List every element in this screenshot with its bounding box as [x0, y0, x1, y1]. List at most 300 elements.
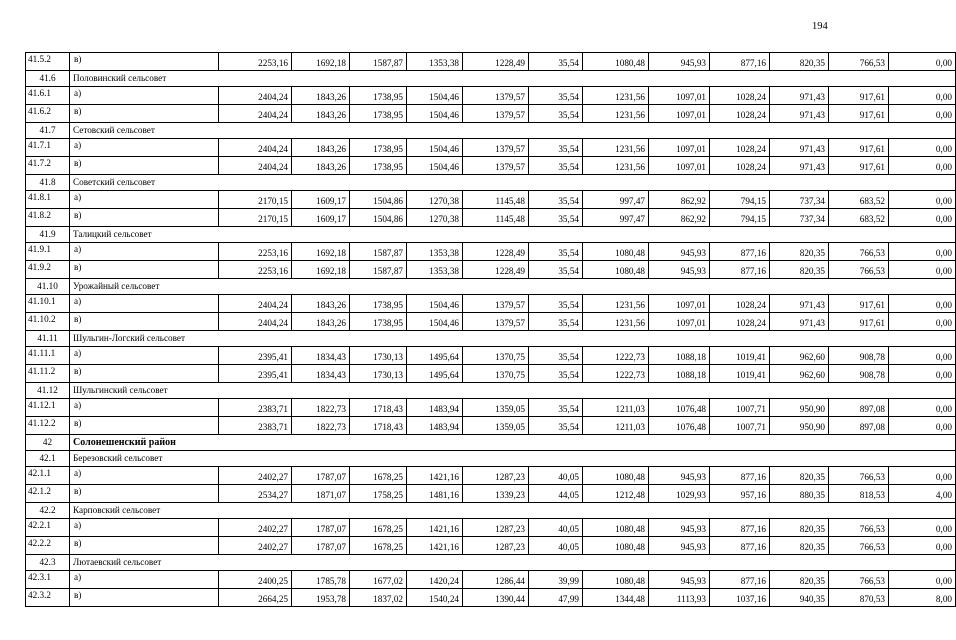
- value-cell: 1270,38: [407, 191, 463, 209]
- section-code: 41.11: [26, 331, 70, 347]
- value-cell: 917,61: [829, 139, 889, 157]
- section-code: 42: [26, 435, 70, 451]
- table-row: [26, 365, 956, 383]
- row-letter: а): [70, 467, 219, 485]
- value-cell: 1370,75: [463, 365, 529, 383]
- value-cell: 1113,93: [649, 589, 710, 607]
- value-cell: 1019,41: [710, 365, 770, 383]
- value-cell: 971,43: [770, 157, 829, 175]
- value-cell: 957,16: [710, 485, 770, 503]
- value-cell: 997,47: [583, 191, 649, 209]
- row-code: 41.6.2: [26, 105, 70, 123]
- value-cell: 917,61: [829, 313, 889, 331]
- section-row: [26, 331, 956, 347]
- value-cell: 1540,24: [407, 589, 463, 607]
- table-row: [26, 313, 956, 331]
- value-cell: 820,35: [770, 467, 829, 485]
- value-cell: 35,54: [529, 105, 583, 123]
- value-cell: 1481,16: [407, 485, 463, 503]
- value-cell: 1421,16: [407, 519, 463, 537]
- value-cell: 1738,95: [350, 87, 407, 105]
- value-cell: 794,15: [710, 209, 770, 227]
- value-cell: 2534,27: [219, 485, 292, 503]
- value-cell: 1379,57: [463, 139, 529, 157]
- value-cell: 35,54: [529, 313, 583, 331]
- table-row: [26, 347, 956, 365]
- value-cell: 1028,24: [710, 313, 770, 331]
- value-cell: 1080,48: [583, 571, 649, 589]
- value-cell: 2404,24: [219, 295, 292, 313]
- value-cell: 35,54: [529, 139, 583, 157]
- value-cell: 1738,95: [350, 313, 407, 331]
- value-cell: 1076,48: [649, 417, 710, 435]
- table-row: [26, 105, 956, 123]
- section-name: Талицкий сельсовет: [70, 227, 956, 243]
- value-cell: 1953,78: [292, 589, 350, 607]
- value-cell: 2253,16: [219, 261, 292, 279]
- value-cell: 1097,01: [649, 157, 710, 175]
- value-cell: 0,00: [889, 399, 956, 417]
- row-code: 42.3.2: [26, 589, 70, 607]
- value-cell: 1097,01: [649, 87, 710, 105]
- value-cell: 1843,26: [292, 157, 350, 175]
- value-cell: 1692,18: [292, 53, 350, 71]
- value-cell: 1080,48: [583, 261, 649, 279]
- value-cell: 1222,73: [583, 347, 649, 365]
- row-letter: в): [70, 417, 219, 435]
- value-cell: 1609,17: [292, 209, 350, 227]
- value-cell: 1738,95: [350, 105, 407, 123]
- value-cell: 945,93: [649, 571, 710, 589]
- value-cell: 908,78: [829, 347, 889, 365]
- value-cell: 1222,73: [583, 365, 649, 383]
- row-letter: в): [70, 537, 219, 555]
- value-cell: 1718,43: [350, 399, 407, 417]
- value-cell: 1587,87: [350, 243, 407, 261]
- row-letter: а): [70, 243, 219, 261]
- value-cell: 2402,27: [219, 467, 292, 485]
- value-cell: 917,61: [829, 87, 889, 105]
- value-cell: 1504,46: [407, 87, 463, 105]
- value-cell: 0,00: [889, 519, 956, 537]
- value-cell: 917,61: [829, 105, 889, 123]
- value-cell: 1287,23: [463, 519, 529, 537]
- value-cell: 40,05: [529, 519, 583, 537]
- tariff-table: [25, 52, 956, 607]
- value-cell: 0,00: [889, 53, 956, 71]
- value-cell: 1587,87: [350, 53, 407, 71]
- value-cell: 1677,02: [350, 571, 407, 589]
- value-cell: 0,00: [889, 537, 956, 555]
- value-cell: 1231,56: [583, 105, 649, 123]
- value-cell: 1678,25: [350, 537, 407, 555]
- value-cell: 2400,25: [219, 571, 292, 589]
- section-name: Советский сельсовет: [70, 175, 956, 191]
- value-cell: 35,54: [529, 365, 583, 383]
- value-cell: 1228,49: [463, 261, 529, 279]
- value-cell: 794,15: [710, 191, 770, 209]
- value-cell: 1834,43: [292, 365, 350, 383]
- value-cell: 0,00: [889, 417, 956, 435]
- value-cell: 945,93: [649, 467, 710, 485]
- value-cell: 0,00: [889, 209, 956, 227]
- value-cell: 945,93: [649, 537, 710, 555]
- table-row: [26, 295, 956, 313]
- row-letter: а): [70, 519, 219, 537]
- value-cell: 917,61: [829, 295, 889, 313]
- value-cell: 1212,48: [583, 485, 649, 503]
- row-code: 41.12.1: [26, 399, 70, 417]
- table-row: [26, 467, 956, 485]
- value-cell: 2253,16: [219, 243, 292, 261]
- row-letter: в): [70, 589, 219, 607]
- value-cell: 2404,24: [219, 139, 292, 157]
- value-cell: 1495,64: [407, 365, 463, 383]
- value-cell: 1504,46: [407, 157, 463, 175]
- section-name: Шульгин-Логский сельсовет: [70, 331, 956, 347]
- value-cell: 1379,57: [463, 295, 529, 313]
- value-cell: 1843,26: [292, 313, 350, 331]
- row-letter: а): [70, 139, 219, 157]
- value-cell: 818,53: [829, 485, 889, 503]
- value-cell: 44,05: [529, 485, 583, 503]
- section-code: 42.3: [26, 555, 70, 571]
- value-cell: 35,54: [529, 261, 583, 279]
- value-cell: 820,35: [770, 53, 829, 71]
- value-cell: 971,43: [770, 87, 829, 105]
- value-cell: 1339,23: [463, 485, 529, 503]
- value-cell: 766,53: [829, 53, 889, 71]
- value-cell: 1231,56: [583, 295, 649, 313]
- value-cell: 940,35: [770, 589, 829, 607]
- value-cell: 1843,26: [292, 105, 350, 123]
- page-number: 194: [812, 21, 828, 32]
- value-cell: 1421,16: [407, 467, 463, 485]
- value-cell: 0,00: [889, 347, 956, 365]
- value-cell: 997,47: [583, 209, 649, 227]
- row-code: 42.3.1: [26, 571, 70, 589]
- value-cell: 1678,25: [350, 519, 407, 537]
- section-name: Березовский сельсовет: [70, 451, 956, 467]
- table-row: [26, 589, 956, 607]
- value-cell: 820,35: [770, 243, 829, 261]
- value-cell: 1080,48: [583, 53, 649, 71]
- section-code: 41.9: [26, 227, 70, 243]
- value-cell: 2664,25: [219, 589, 292, 607]
- value-cell: 0,00: [889, 261, 956, 279]
- value-cell: 1822,73: [292, 417, 350, 435]
- section-code: 41.8: [26, 175, 70, 191]
- row-letter: в): [70, 365, 219, 383]
- row-code: 41.10.1: [26, 295, 70, 313]
- value-cell: 950,90: [770, 417, 829, 435]
- value-cell: 683,52: [829, 209, 889, 227]
- value-cell: 877,16: [710, 537, 770, 555]
- value-cell: 1286,44: [463, 571, 529, 589]
- value-cell: 1785,78: [292, 571, 350, 589]
- row-letter: а): [70, 571, 219, 589]
- value-cell: 1353,38: [407, 53, 463, 71]
- value-cell: 971,43: [770, 313, 829, 331]
- value-cell: 40,05: [529, 537, 583, 555]
- value-cell: 1287,23: [463, 467, 529, 485]
- value-cell: 897,08: [829, 417, 889, 435]
- row-letter: в): [70, 105, 219, 123]
- row-code: 41.12.2: [26, 417, 70, 435]
- section-code: 42.1: [26, 451, 70, 467]
- value-cell: 1231,56: [583, 157, 649, 175]
- value-cell: 1379,57: [463, 87, 529, 105]
- value-cell: 1344,48: [583, 589, 649, 607]
- section-name: Солонешенский район: [70, 435, 956, 451]
- row-code: 41.11.2: [26, 365, 70, 383]
- section-name: Урожайный сельсовет: [70, 279, 956, 295]
- value-cell: 862,92: [649, 191, 710, 209]
- value-cell: 1028,24: [710, 105, 770, 123]
- value-cell: 877,16: [710, 571, 770, 589]
- value-cell: 1504,86: [350, 191, 407, 209]
- value-cell: 1007,71: [710, 399, 770, 417]
- value-cell: 39,99: [529, 571, 583, 589]
- value-cell: 877,16: [710, 467, 770, 485]
- row-letter: а): [70, 399, 219, 417]
- row-letter: в): [70, 53, 219, 71]
- value-cell: 1692,18: [292, 261, 350, 279]
- value-cell: 766,53: [829, 243, 889, 261]
- section-name: Лютаевский сельсовет: [70, 555, 956, 571]
- value-cell: 0,00: [889, 295, 956, 313]
- value-cell: 1787,07: [292, 537, 350, 555]
- section-row: [26, 383, 956, 399]
- value-cell: 1758,25: [350, 485, 407, 503]
- value-cell: 1028,24: [710, 139, 770, 157]
- value-cell: 1495,64: [407, 347, 463, 365]
- value-cell: 1843,26: [292, 295, 350, 313]
- row-code: 41.7.2: [26, 157, 70, 175]
- value-cell: 950,90: [770, 399, 829, 417]
- table-row: [26, 519, 956, 537]
- value-cell: 1843,26: [292, 139, 350, 157]
- value-cell: 1145,48: [463, 191, 529, 209]
- section-row: [26, 71, 956, 87]
- row-letter: а): [70, 191, 219, 209]
- table-row: [26, 261, 956, 279]
- value-cell: 766,53: [829, 261, 889, 279]
- value-cell: 1822,73: [292, 399, 350, 417]
- table-row: [26, 53, 956, 71]
- value-cell: 1787,07: [292, 467, 350, 485]
- value-cell: 971,43: [770, 295, 829, 313]
- value-cell: 35,54: [529, 191, 583, 209]
- value-cell: 1359,05: [463, 399, 529, 417]
- row-letter: а): [70, 87, 219, 105]
- value-cell: 683,52: [829, 191, 889, 209]
- value-cell: 897,08: [829, 399, 889, 417]
- section-row: [26, 227, 956, 243]
- value-cell: 737,34: [770, 191, 829, 209]
- section-row: [26, 123, 956, 139]
- value-cell: 971,43: [770, 105, 829, 123]
- value-cell: 1718,43: [350, 417, 407, 435]
- value-cell: 1483,94: [407, 399, 463, 417]
- value-cell: 1843,26: [292, 87, 350, 105]
- table-row: [26, 485, 956, 503]
- section-code: 41.7: [26, 123, 70, 139]
- value-cell: 2383,71: [219, 399, 292, 417]
- value-cell: 1420,24: [407, 571, 463, 589]
- value-cell: 1504,46: [407, 139, 463, 157]
- value-cell: 870,53: [829, 589, 889, 607]
- value-cell: 0,00: [889, 105, 956, 123]
- value-cell: 1738,95: [350, 139, 407, 157]
- value-cell: 971,43: [770, 139, 829, 157]
- value-cell: 35,54: [529, 87, 583, 105]
- value-cell: 0,00: [889, 365, 956, 383]
- value-cell: 1231,56: [583, 313, 649, 331]
- table-body: [26, 53, 956, 607]
- value-cell: 2170,15: [219, 209, 292, 227]
- section-code: 41.6: [26, 71, 70, 87]
- value-cell: 945,93: [649, 243, 710, 261]
- value-cell: 945,93: [649, 519, 710, 537]
- value-cell: 1028,24: [710, 87, 770, 105]
- value-cell: 1097,01: [649, 295, 710, 313]
- value-cell: 2404,24: [219, 105, 292, 123]
- table-row: [26, 243, 956, 261]
- section-name: Сетовский сельсовет: [70, 123, 956, 139]
- value-cell: 1228,49: [463, 53, 529, 71]
- table-row: [26, 571, 956, 589]
- value-cell: 877,16: [710, 261, 770, 279]
- value-cell: 2395,41: [219, 365, 292, 383]
- value-cell: 1504,46: [407, 313, 463, 331]
- value-cell: 2402,27: [219, 519, 292, 537]
- value-cell: 1483,94: [407, 417, 463, 435]
- value-cell: 1097,01: [649, 139, 710, 157]
- value-cell: 35,54: [529, 417, 583, 435]
- section-row: [26, 435, 956, 451]
- value-cell: 1088,18: [649, 365, 710, 383]
- row-letter: в): [70, 313, 219, 331]
- value-cell: 1080,48: [583, 537, 649, 555]
- section-code: 42.2: [26, 503, 70, 519]
- value-cell: 1504,46: [407, 105, 463, 123]
- value-cell: 1692,18: [292, 243, 350, 261]
- value-cell: 820,35: [770, 261, 829, 279]
- row-letter: в): [70, 157, 219, 175]
- value-cell: 1738,95: [350, 157, 407, 175]
- value-cell: 1379,57: [463, 157, 529, 175]
- value-cell: 962,60: [770, 347, 829, 365]
- value-cell: 0,00: [889, 313, 956, 331]
- row-code: 41.10.2: [26, 313, 70, 331]
- value-cell: 1228,49: [463, 243, 529, 261]
- section-row: [26, 503, 956, 519]
- value-cell: 1097,01: [649, 105, 710, 123]
- value-cell: 1353,38: [407, 261, 463, 279]
- value-cell: 877,16: [710, 519, 770, 537]
- value-cell: 820,35: [770, 571, 829, 589]
- row-letter: в): [70, 261, 219, 279]
- section-row: [26, 279, 956, 295]
- row-code: 41.11.1: [26, 347, 70, 365]
- value-cell: 1730,13: [350, 365, 407, 383]
- value-cell: 2404,24: [219, 313, 292, 331]
- value-cell: 1080,48: [583, 467, 649, 485]
- value-cell: 766,53: [829, 519, 889, 537]
- value-cell: 1353,38: [407, 243, 463, 261]
- value-cell: 35,54: [529, 209, 583, 227]
- section-row: [26, 555, 956, 571]
- value-cell: 1504,86: [350, 209, 407, 227]
- value-cell: 1231,56: [583, 87, 649, 105]
- value-cell: 880,35: [770, 485, 829, 503]
- value-cell: 1609,17: [292, 191, 350, 209]
- value-cell: 766,53: [829, 467, 889, 485]
- value-cell: 2383,71: [219, 417, 292, 435]
- value-cell: 1738,95: [350, 295, 407, 313]
- value-cell: 35,54: [529, 243, 583, 261]
- value-cell: 1678,25: [350, 467, 407, 485]
- table-row: [26, 191, 956, 209]
- value-cell: 1871,07: [292, 485, 350, 503]
- value-cell: 2404,24: [219, 87, 292, 105]
- row-code: 41.7.1: [26, 139, 70, 157]
- value-cell: 945,93: [649, 53, 710, 71]
- value-cell: 0,00: [889, 191, 956, 209]
- value-cell: 737,34: [770, 209, 829, 227]
- value-cell: 1019,41: [710, 347, 770, 365]
- value-cell: 820,35: [770, 537, 829, 555]
- row-code: 42.2.1: [26, 519, 70, 537]
- row-code: 41.8.1: [26, 191, 70, 209]
- value-cell: 766,53: [829, 537, 889, 555]
- value-cell: 1088,18: [649, 347, 710, 365]
- value-cell: 1370,75: [463, 347, 529, 365]
- section-name: Половинский сельсовет: [70, 71, 956, 87]
- value-cell: 908,78: [829, 365, 889, 383]
- value-cell: 1270,38: [407, 209, 463, 227]
- table-row: [26, 417, 956, 435]
- value-cell: 1587,87: [350, 261, 407, 279]
- value-cell: 0,00: [889, 243, 956, 261]
- value-cell: 35,54: [529, 399, 583, 417]
- value-cell: 1390,44: [463, 589, 529, 607]
- table-row: [26, 157, 956, 175]
- value-cell: 1080,48: [583, 243, 649, 261]
- row-code: 41.6.1: [26, 87, 70, 105]
- value-cell: 877,16: [710, 53, 770, 71]
- value-cell: 1287,23: [463, 537, 529, 555]
- value-cell: 1211,03: [583, 417, 649, 435]
- value-cell: 1097,01: [649, 313, 710, 331]
- value-cell: 1421,16: [407, 537, 463, 555]
- value-cell: 1076,48: [649, 399, 710, 417]
- value-cell: 2170,15: [219, 191, 292, 209]
- section-name: Шульгинский сельсовет: [70, 383, 956, 399]
- table-row: [26, 537, 956, 555]
- row-code: 41.8.2: [26, 209, 70, 227]
- value-cell: 4,00: [889, 485, 956, 503]
- value-cell: 962,60: [770, 365, 829, 383]
- row-code: 42.1.2: [26, 485, 70, 503]
- table-row: [26, 87, 956, 105]
- table-row: [26, 209, 956, 227]
- value-cell: 35,54: [529, 347, 583, 365]
- row-code: 42.2.2: [26, 537, 70, 555]
- value-cell: 2404,24: [219, 157, 292, 175]
- value-cell: 0,00: [889, 87, 956, 105]
